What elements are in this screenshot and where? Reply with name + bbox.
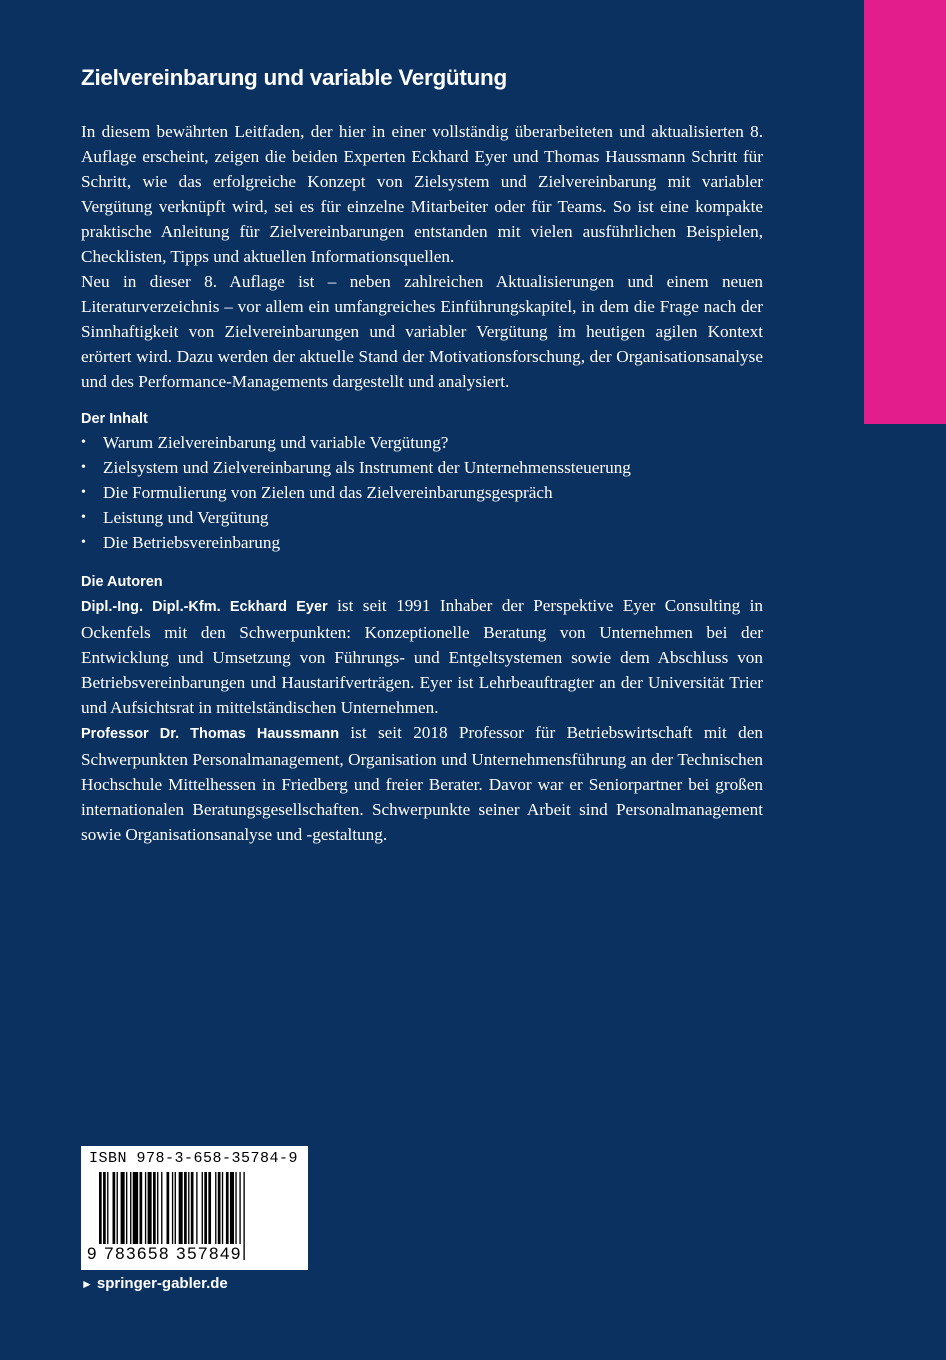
contents-list xyxy=(81,430,763,555)
barcode-bar xyxy=(243,1172,244,1260)
arrow-icon: ► xyxy=(81,1277,93,1291)
list-item: • Die Betriebsvereinbarung xyxy=(81,530,763,555)
book-title: Zielvereinbarung und variable Vergütung xyxy=(81,65,507,90)
authors-heading: Die Autoren xyxy=(81,574,163,590)
author-name-eyer: Dipl.-Ing. Dipl.-Kfm. Eckhard Eyer xyxy=(81,599,328,615)
isbn-barcode xyxy=(81,1146,308,1270)
author-bio-haussmann: Professor Dr. Thomas Haussmann ist seit 2018 Professor für Betriebswirtschaft mit den Schwerpunkten Personalmanagement, Organisation und Unternehmensführung an der Technischen Hochschule Mittelhessen in Friedberg und freier Berater. Davor war er Seniorpartner bei großen internationalen Beratungsgesellschaften. Schwerpunkte seiner Arbeit sind Personalmanagement sowie Organisationsanalyse und -gestaltung. xyxy=(81,723,763,844)
list-item: • Zielsystem und Zielvereinbarung als Instrument der Unternehmenssteuerung xyxy=(81,455,763,480)
author-bio-eyer: Dipl.-Ing. Dipl.-Kfm. Eckhard Eyer ist seit 1991 Inhaber der Perspektive Eyer Consulting in Ockenfels mit den Schwerpunkten: Konzeptionelle Beratung von Unternehmen bei der Entwicklung und Umsetzung von Führungs- und Entgeltsystemen sowie dem Abschluss von Betriebsvereinbarungen und Haustarifverträgen. Eyer ist Lehrbeauftragter an der Universität Trier und Aufsichtsrat in mittelständischen Unternehmen. xyxy=(81,596,763,717)
accent-bar xyxy=(864,0,946,424)
barcode-digits: 9 783658 357849 xyxy=(87,1244,242,1263)
list-item: • Die Formulierung von Zielen und das Zielvereinbarungsgespräch xyxy=(81,480,763,505)
back-cover-text xyxy=(81,60,763,847)
website-url: springer-gabler.de xyxy=(96,1275,228,1292)
bullet-icon: • xyxy=(81,460,86,475)
bullet-icon: • xyxy=(81,535,86,550)
bullet-icon: • xyxy=(81,510,86,525)
publisher-website[interactable] xyxy=(81,1275,228,1292)
bullet-icon: • xyxy=(81,435,86,450)
contents-heading: Der Inhalt xyxy=(81,411,148,427)
isbn-label: ISBN 978-3-658-35784-9 xyxy=(89,1150,299,1167)
list-item: • Leistung und Vergütung xyxy=(81,505,763,530)
intro-paragraph-1: In diesem bewährten Leitfaden, der hier in einer vollständig überarbeiteten und aktualisierten 8. Auflage erscheint, zeigen die beiden Experten Eckhard Eyer und Thomas Haussmann Schritt für Schritt, wie das erfolgreiche Konzept von Zielsystem und Zielvereinbarung mit variabler Vergütung verknüpft wird, sei es für einzelne Mitarbeiter oder für Teams. So ist eine kompakte praktische Anleitung für Zielvereinbarungen entstanden mit vielen ausführlichen Beispielen, Checklisten, Tipps und aktuellen Informationsquellen. xyxy=(81,122,763,266)
intro-paragraph-2: Neu in dieser 8. Auflage ist – neben zahlreichen Aktualisierungen und einem neuen Literaturverzeichnis – vor allem ein umfangreiches Einführungskapitel, in dem die Frage nach der Sinnhaftigkeit von Zielvereinbarungen und variabler Vergütung im heutigen agilen Kontext erörtert wird. Dazu werden der aktuelle Stand der Motivationsforschung, der Organisationsanalyse und des Performance-Managements dargestellt und analysiert. xyxy=(81,272,763,391)
bullet-icon: • xyxy=(81,485,86,500)
author-name-haussmann: Professor Dr. Thomas Haussmann xyxy=(81,726,340,742)
list-item: • Warum Zielvereinbarung und variable Vergütung? xyxy=(81,430,763,455)
